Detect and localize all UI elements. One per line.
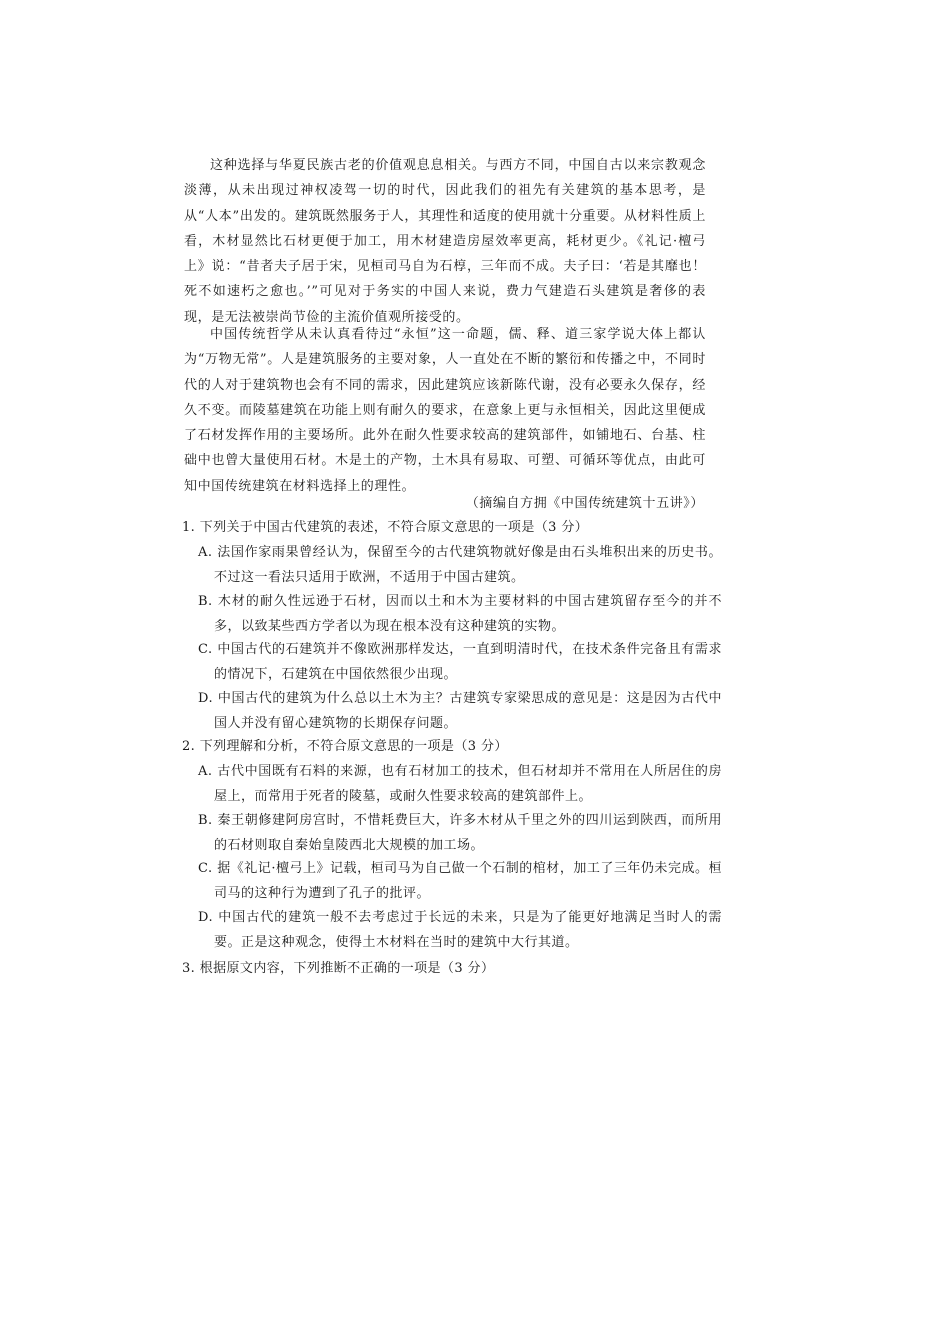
question-1-option-a: A. 法国作家雨果曾经认为，保留至今的古代建筑物就好像是由石头堆积出来的历史书。不过这一看法只适用于欧洲，不适用于中国古建筑。: [198, 545, 722, 585]
question-2-stem: 2. 下列理解和分析，不符合原文意思的一项是（3 分）: [182, 739, 508, 754]
question-2-option-d: D. 中国古代的建筑一般不去考虑过于长远的未来，只是为了能更好地满足当时人的需要。正是这种观念，使得土木材料在当时的建筑中大行其道。: [198, 910, 722, 950]
question-1-option-c: C. 中国古代的石建筑并不像欧洲那样发达，一直到明清时代，在技术条件完备且有需求的情况下，石建筑在中国依然很少出现。: [198, 642, 722, 682]
passage-paragraph-2: 中国传统哲学从未认真看待过“永恒”这一命题，儒、释、道三家学说大体上都认为“万物无常”。人是建筑服务的主要对象，人一直处在不断的繁衍和传播之中，不同时代的人对于建筑物也会有不同的需求，因此建筑应该新陈代谢，没有必要永久保存，经久不变。而陵墓建筑在功能上则有耐久的要求，在意象上更与永恒相关，因此这里便成了石材发挥作用的主要场所。此外在耐久性要求较高的建筑部件，如铺地石、台基、柱础中也曾大量使用石材。木是土的产物，土木具有易取、可塑、可循环等优点，由此可知中国传统建筑在材料选择上的理性。: [184, 327, 706, 494]
passage-paragraph-1: 这种选择与华夏民族古老的价值观息息相关。与西方不同，中国自古以来宗教观念淡薄，从未出现过神权凌驾一切的时代，因此我们的祖先有关建筑的基本思考，是从“人本”出发的。建筑既然服务于人，其理性和适度的使用就十分重要。从材料性质上看，木材显然比石材更便于加工，用木材建造房屋效率更高，耗材更少。《礼记·檀弓上》说：“昔者夫子居于宋，见桓司马自为石椁，三年而不成。夫子曰：‘若是其靡也！死不如速朽之愈也。’”可见对于务实的中国人来说，费力气建造石头建筑是奢侈的表现，是无法被崇尚节俭的主流价值观所接受的。: [184, 158, 706, 325]
question-2-option-b: B. 秦王朝修建阿房宫时，不惜耗费巨大，许多木材从千里之外的四川运到陕西，而所用的石材则取自秦始皇陵西北大规模的加工场。: [198, 813, 722, 853]
question-1-option-b: B. 木材的耐久性远逊于石材，因而以土和木为主要材料的中国古建筑留存至今的并不多，以致某些西方学者以为现在根本没有这种建筑的实物。: [198, 594, 722, 634]
question-2-option-a: A. 古代中国既有石料的来源，也有石材加工的技术，但石材却并不常用在人所居住的房屋上，而常用于死者的陵墓，或耐久性要求较高的建筑部件上。: [198, 764, 722, 804]
question-3-stem: 3. 根据原文内容，下列推断不正确的一项是（3 分）: [182, 961, 495, 976]
passage-source: （摘编自方拥《中国传统建筑十五讲》）: [465, 496, 704, 511]
question-2-option-c: C. 据《礼记·檀弓上》记载，桓司马为自己做一个石制的棺材，加工了三年仍未完成。桓司马的这种行为遭到了孔子的批评。: [198, 861, 722, 901]
question-1-stem: 1. 下列关于中国古代建筑的表述，不符合原文意思的一项是（3 分）: [182, 520, 589, 535]
question-1-option-d: D. 中国古代的建筑为什么总以土木为主？古建筑专家梁思成的意见是：这是因为古代中国人并没有留心建筑物的长期保存问题。: [198, 691, 722, 731]
